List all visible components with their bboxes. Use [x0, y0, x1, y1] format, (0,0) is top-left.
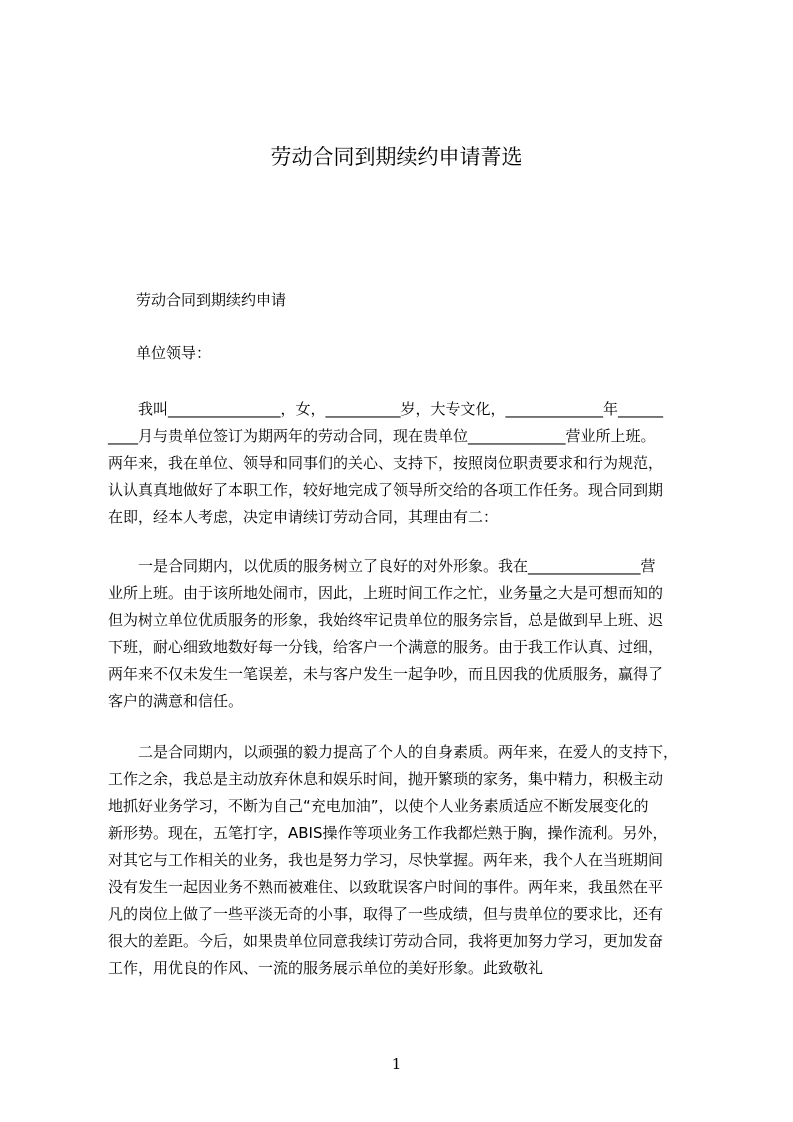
paragraph-line: 地抓好业务学习，不断为自己“充电加油”，以使个人业务素质适应不断发展变化的 [108, 797, 649, 815]
paragraph-line: 在即，经本人考虑，决定申请续订劳动合同，其理由有二： [108, 508, 499, 526]
paragraph-line: 凡的岗位上做了一些平淡无奇的小事，取得了一些成绩，但与贵单位的要求比，还有 [108, 905, 664, 923]
paragraph-line: 客户的满意和信任。 [108, 692, 244, 710]
paragraph-line: ____月与贵单位签订为期两年的劳动合同，现在贵单位_____________营业所上班。 [108, 427, 656, 445]
paragraph-line: 下班，耐心细致地数好每一分钱，给客户一个满意的服务。由于我工作认真、过细， [108, 638, 664, 656]
paragraph-line: 认认真真地做好了本职工作，较好地完成了领导所交给的各项工作任务。现合同到期 [108, 481, 664, 499]
paragraph-line: 业所上班。由于该所地处闹市，因此，上班时间工作之忙，业务量之大是可想而知的 [108, 584, 664, 602]
paragraph-line: 两年来，我在单位、领导和同事们的关心、支持下，按照岗位职责要求和行为规范， [108, 454, 664, 472]
paragraph-line: 但为树立单位优质服务的形象，我始终牢记贵单位的服务宗旨，总是做到早上班、迟 [108, 611, 664, 629]
paragraph-line: 二是合同期内，以顽强的毅力提高了个人的自身素质。两年来，在爱人的支持下， [138, 743, 679, 761]
paragraph-line: 对其它与工作相关的业务，我也是努力学习，尽快掌握。两年来，我个人在当班期间 [108, 851, 664, 869]
paragraph-line: 新形势。现在，五笔打字，ABIS操作等项业务工作我都烂熟于胸，操作流利。另外， [108, 824, 668, 842]
paragraph-line: 我叫_______________，女，__________岁，大专文化，_____________年______ [138, 400, 664, 418]
document-subtitle: 劳动合同到期续约申请 [136, 291, 287, 309]
paragraph-line: 很大的差距。今后，如果贵单位同意我续订劳动合同，我将更加努力学习，更加发奋 [108, 932, 664, 950]
paragraph-line: 两年来不仅未发生一笔误差，未与客户发生一起争吵，而且因我的优质服务，赢得了 [108, 665, 664, 683]
salutation: 单位领导： [136, 344, 212, 362]
paragraph-line: 一是合同期内，以优质的服务树立了良好的对外形象。我在_______________营 [138, 557, 656, 575]
paragraph-line: 没有发生一起因业务不熟而被难住、以致耽误客户时间的事件。两年来，我虽然在平 [108, 878, 664, 896]
paragraph-line: 工作，用优良的作风、一流的服务展示单位的美好形象。此致敬礼 [108, 959, 544, 977]
paragraph-line: 工作之余，我总是主动放弃休息和娱乐时间，抛开繁琐的家务，集中精力，积极主动 [108, 770, 664, 788]
page-number: 1 [391, 1055, 402, 1073]
document-title: 劳动合同到期续约申请菁选 [270, 145, 523, 169]
